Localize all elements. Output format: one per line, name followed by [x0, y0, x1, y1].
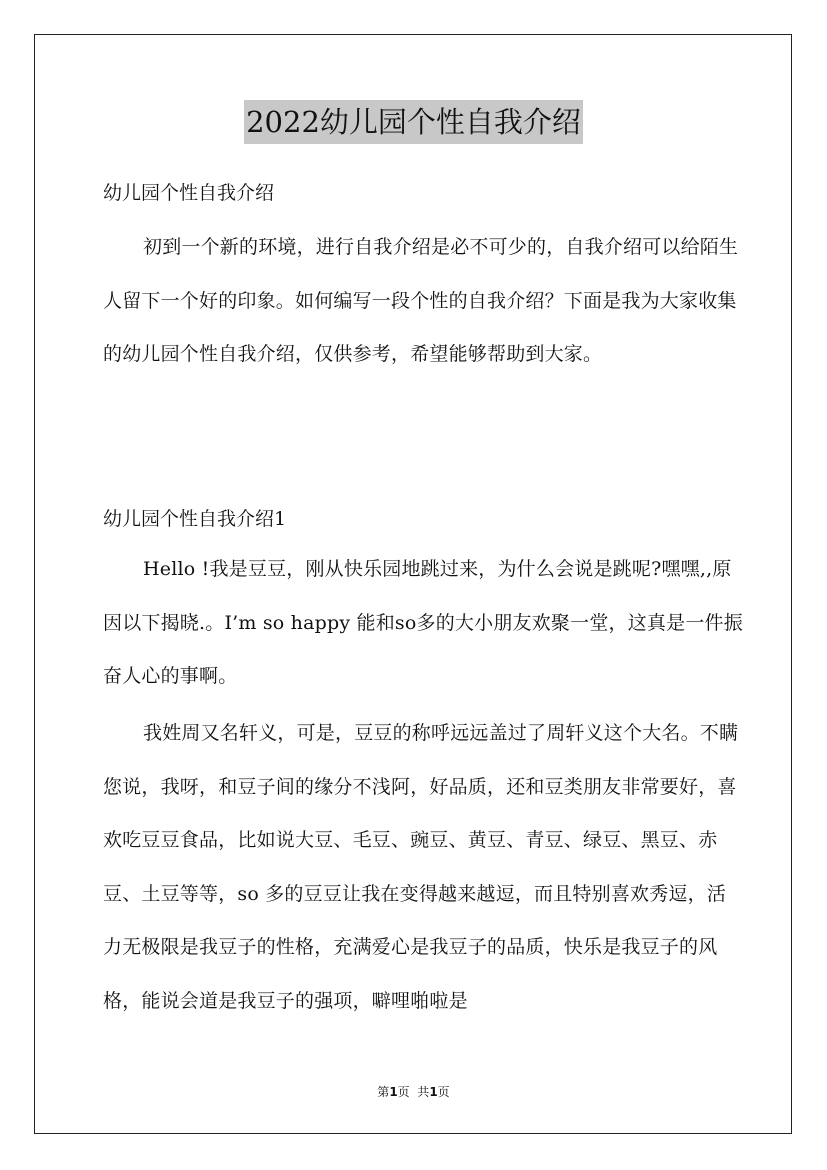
body-paragraph-2: 我姓周又名轩义，可是，豆豆的称呼远远盖过了周轩义这个大名。不瞒您说，我呀，和豆子间的缘分不浅阿，好品质，还和豆类朋友非常要好，喜欢吃豆豆食品，比如说大豆、毛豆、豌豆、黄豆、青豆、绿豆、黑豆、赤豆、土豆等等，so 多的豆豆让我在变得越来越逗，而且特别喜欢秀逗，活力无极限是我豆子的性格，充满爱心是我豆子的品质，快乐是我豆子的风格，能说会道是我豆子的强项，噼哩啪啦是: [103, 722, 739, 1012]
intro-paragraph: 初到一个新的环境，进行自我介绍是必不可少的，自我介绍可以给陌生人留下一个好的印象。如何编写一段个性的自我介绍？下面是我为大家收集的幼儿园个性自我介绍，仅供参考，希望能够帮助到大家。: [103, 236, 739, 365]
section-heading-1: 幼儿园个性自我介绍1: [103, 508, 287, 530]
section-heading: 幼儿园个性自我介绍: [103, 182, 275, 204]
document-title: 2022幼儿园个性自我介绍: [244, 100, 583, 144]
title-container: [0, 100, 827, 144]
footer-mid: 页 共: [397, 1085, 430, 1099]
footer-prefix: 第: [377, 1085, 390, 1099]
page-footer: [0, 1083, 827, 1100]
footer-suffix: 页: [437, 1085, 450, 1099]
body-paragraph-1: Hello !我是豆豆，刚从快乐园地跳过来，为什么会说是跳呢?嘿嘿,,原因以下揭晓.。I’m so happy 能和so多的大小朋友欢聚一堂，这真是一件振奋人心的事啊。: [103, 558, 743, 687]
footer-page-number: 1: [389, 1085, 398, 1099]
footer-total-pages: 1: [429, 1085, 438, 1099]
